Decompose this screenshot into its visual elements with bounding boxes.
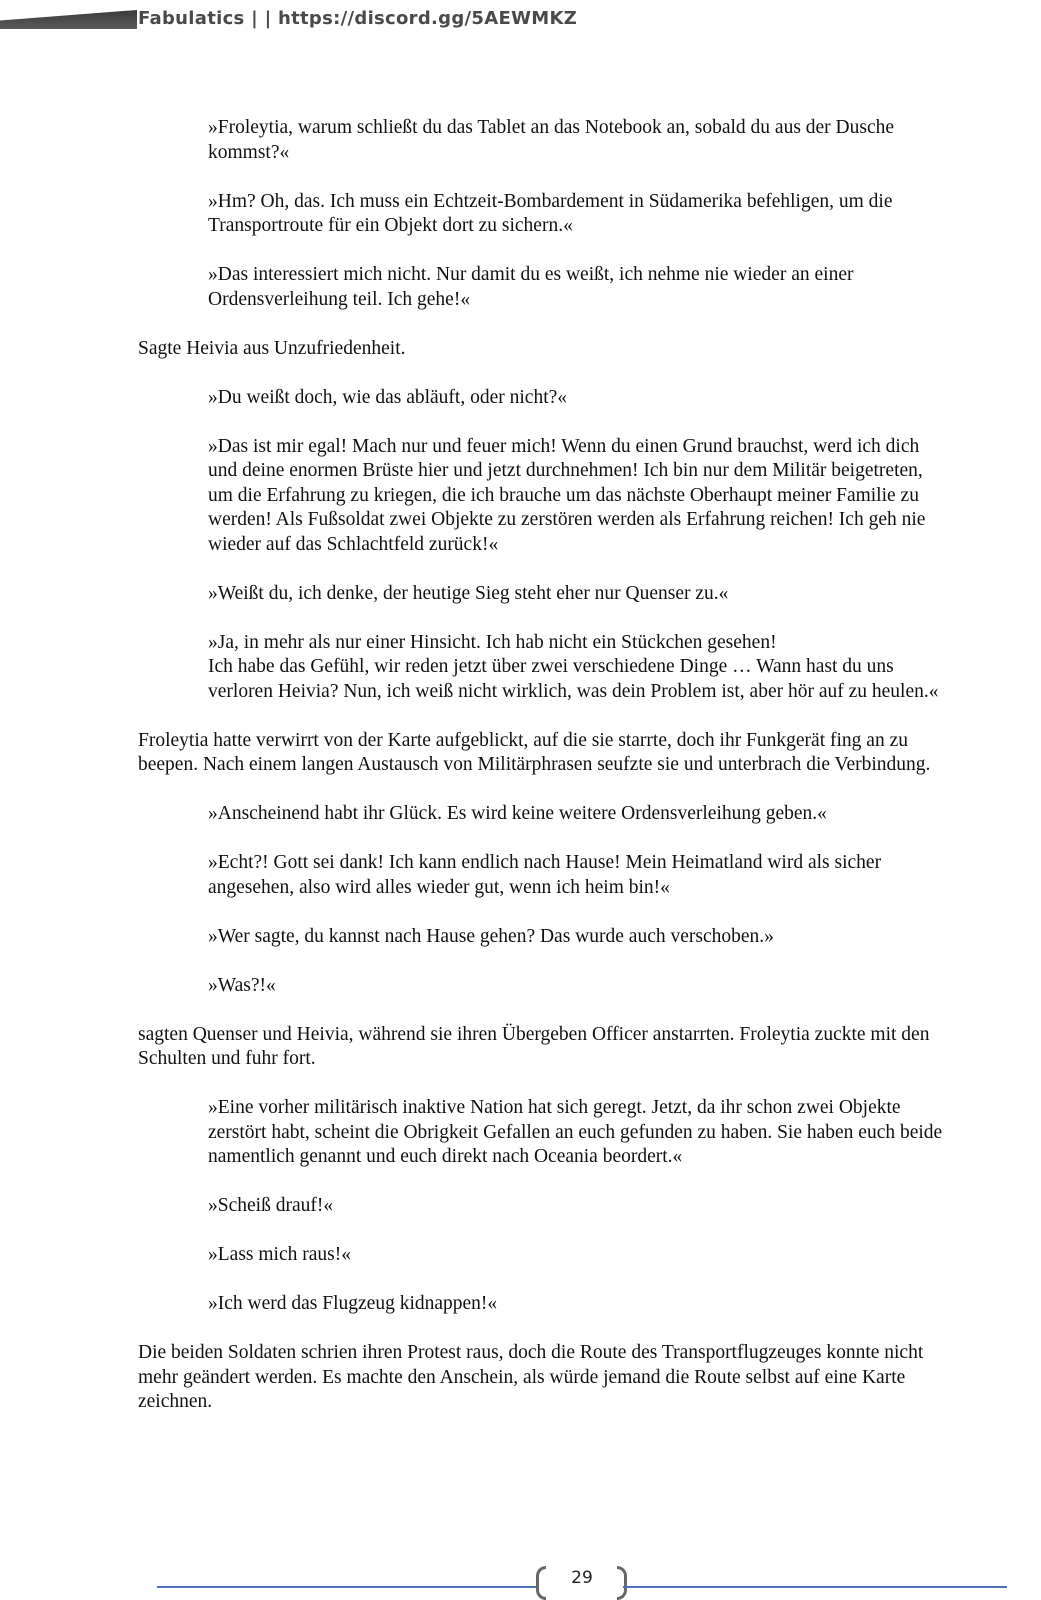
text-line: sagten Quenser und Heivia, während sie ihren Übergeben Officer anstarrten. Froleytia zuckte mit den: [138, 1023, 930, 1045]
text-line: Froleytia hatte verwirrt von der Karte aufgeblickt, auf die sie starrte, doch ihr Funkgerät fing an zu: [138, 729, 908, 751]
text-line: Ich habe das Gefühl, wir reden jetzt über zwei verschiedene Dinge … Wann hast du uns: [208, 656, 894, 677]
page-number: 29: [571, 1568, 593, 1588]
text-line: Ordensverleihung teil. Ich gehe!«: [208, 288, 471, 310]
dialogue-paragraph: [208, 116, 1018, 165]
narration-paragraph: [138, 1023, 1018, 1072]
narration-paragraph: [138, 729, 1018, 778]
dialogue-paragraph: [208, 1292, 1018, 1317]
dialogue-paragraph: [208, 1096, 1018, 1170]
text-line: werden! Als Fußsoldat zwei Objekte zu zerstören werden als Erfahrung reichen! Ich geh nie: [208, 509, 926, 530]
text-line: verloren Heivia? Nun, ich weiß nicht wirklich, was dein Problem ist, aber hör auf zu heulen.«: [208, 680, 939, 702]
dialogue-paragraph: [208, 435, 1018, 558]
text-line: Schulten und fuhr fort.: [138, 1048, 316, 1069]
text-line: »Froleytia, warum schließt du das Tablet an das Notebook an, sobald du aus der Dusche: [208, 117, 895, 138]
text-line: Sagte Heivia aus Unzufriedenheit.: [138, 337, 406, 359]
text-line: zerstört habt, scheint die Obrigkeit Gefallen an euch gefunden zu haben. Sie haben euch beide: [208, 1121, 943, 1143]
text-line: »Echt?! Gott sei dank! Ich kann endlich nach Hause! Mein Heimatland wird als sicher: [208, 852, 882, 873]
page-body: [138, 116, 1018, 1439]
text-line: »Du weißt doch, wie das abläuft, oder nicht?«: [208, 386, 568, 408]
dialogue-paragraph: [208, 631, 1018, 705]
footer-line-left: [157, 1586, 537, 1588]
text-line: »Was?!«: [208, 974, 276, 996]
text-line: »Ich werd das Flugzeug kidnappen!«: [208, 1293, 498, 1314]
text-line: »Anscheinend habt ihr Glück. Es wird keine weitere Ordensverleihung geben.«: [208, 803, 827, 824]
footer-bracket-right: [617, 1566, 627, 1600]
dialogue-paragraph: [208, 263, 1018, 312]
text-line: »Eine vorher militärisch inaktive Nation hat sich geregt. Jetzt, da ihr schon zwei Objekte: [208, 1097, 901, 1118]
dialogue-paragraph: [208, 386, 1018, 411]
text-line: »Wer sagte, du kannst nach Hause gehen? Das wurde auch verschoben.»: [208, 925, 774, 947]
text-line: mehr geändert werden. Es machte den Anschein, als würde jemand die Route selbst auf eine Karte: [138, 1366, 906, 1388]
header-decoration-bar: [0, 10, 137, 29]
text-line: angesehen, also wird alles wieder gut, wenn ich heim bin!«: [208, 876, 670, 898]
text-line: »Weißt du, ich denke, der heutige Sieg steht eher nur Quenser zu.«: [208, 582, 729, 604]
footer-line-right: [623, 1586, 1007, 1588]
text-line: wieder auf das Schlachtfeld zurück!«: [208, 533, 499, 555]
text-line: »Lass mich raus!«: [208, 1244, 351, 1265]
text-line: »Das interessiert mich nicht. Nur damit du es weißt, ich nehme nie wieder an einer: [208, 264, 854, 285]
text-line: kommst?«: [208, 141, 290, 163]
narration-paragraph: [138, 1341, 1018, 1415]
header-text: Fabulatics | | https://discord.gg/5AEWMKZ: [138, 8, 578, 29]
dialogue-paragraph: [208, 190, 1018, 239]
text-line: zeichnen.: [138, 1391, 213, 1412]
text-line: »Hm? Oh, das. Ich muss ein Echtzeit-Bombardement in Südamerika befehligen, um die: [208, 190, 893, 212]
text-line: Die beiden Soldaten schrien ihren Protest raus, doch die Route des Transportflugzeuges konnte nicht: [138, 1342, 924, 1363]
text-line: »Scheiß drauf!«: [208, 1195, 334, 1216]
dialogue-paragraph: [208, 851, 1018, 900]
text-line: beepen. Nach einem langen Austausch von Militärphrasen seufzte sie und unterbrach die Verbindung.: [138, 754, 931, 775]
dialogue-paragraph: [208, 802, 1018, 827]
text-line: namentlich genannt und euch direkt nach Oceania beordert.«: [208, 1146, 683, 1167]
text-line: »Das ist mir egal! Mach nur und feuer mich! Wenn du einen Grund brauchst, werd ich dich: [208, 435, 920, 457]
dialogue-paragraph: [208, 1194, 1018, 1219]
page-footer: [0, 1560, 1041, 1600]
narration-paragraph: [138, 337, 1018, 362]
dialogue-paragraph: [208, 582, 1018, 607]
dialogue-paragraph: [208, 925, 1018, 950]
text-line: »Ja, in mehr als nur einer Hinsicht. Ich hab nicht ein Stückchen gesehen!: [208, 631, 777, 653]
text-line: und deine enormen Brüste hier und jetzt durchnehmen! Ich bin nur dem Militär beigetreten,: [208, 460, 923, 481]
footer-bracket-left: [536, 1566, 546, 1600]
text-line: Transportroute für ein Objekt dort zu sichern.«: [208, 215, 573, 236]
dialogue-paragraph: [208, 974, 1018, 999]
text-line: um die Erfahrung zu kriegen, die ich brauche um das nächste Oberhaupt meiner Familie zu: [208, 484, 919, 506]
dialogue-paragraph: [208, 1243, 1018, 1268]
